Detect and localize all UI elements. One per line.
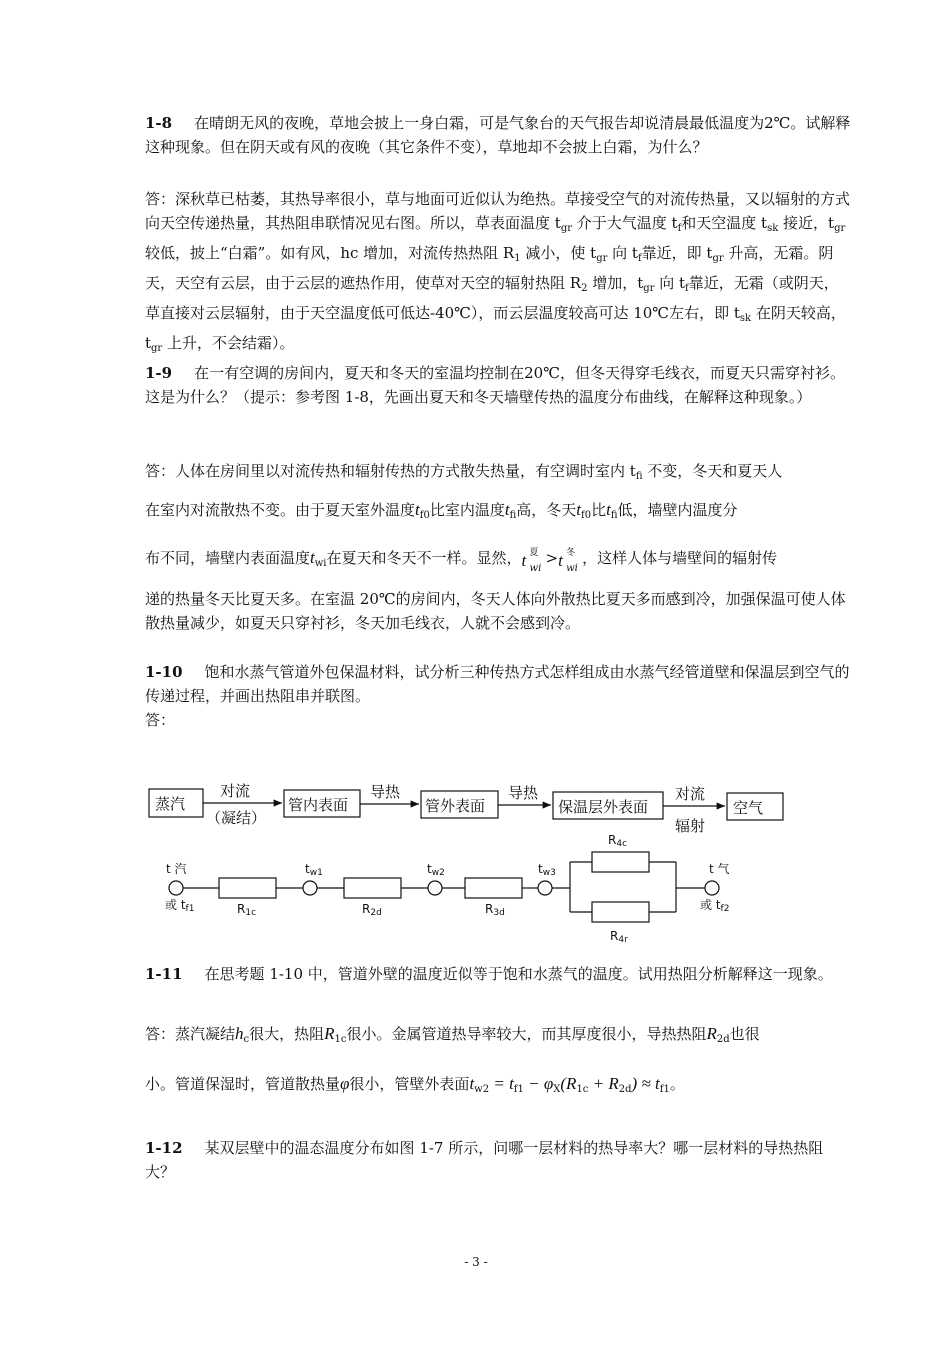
svg-text:R4c: R4c [608, 833, 628, 849]
svg-text:R4r: R4r [610, 929, 628, 945]
answer-1-9-line-4: 递的热量冬天比夏天多。在室温 20℃的房间内，冬天人体向外散热比夏天多而感到冷，加强保温可使人体散热量减少，如夏天只穿衬衫，冬天加毛线衣，人就不会感到冷。 [145, 590, 846, 632]
node-tw2 [428, 881, 442, 895]
svg-text:或 tf1: 或 tf1 [165, 898, 195, 914]
svg-text:t 汽: t 汽 [166, 862, 187, 876]
question-1-10: 1-10 饱和水蒸气管道外包保温材料，试分析三种传热方式怎样组成由水蒸气经管道壁和保温层到空气的传递过程，并画出热阻串并联图。 答： [145, 663, 850, 729]
t-wi-winter: t 冬 wi [558, 548, 578, 574]
svg-text:R1c: R1c [237, 902, 257, 918]
resistor-r4c [592, 852, 649, 872]
resistor-r4r [592, 902, 649, 922]
svg-text:对流: 对流 [675, 785, 706, 803]
node-t-air [705, 881, 719, 895]
svg-text:tw3: tw3 [538, 862, 556, 878]
svg-text:导热: 导热 [508, 784, 539, 802]
resistor-r1c [219, 878, 276, 898]
svg-text:（凝结）: （凝结） [206, 809, 267, 827]
svg-text:空气: 空气 [733, 799, 764, 817]
node-tw1 [303, 881, 317, 895]
question-number: 1-8 [145, 114, 173, 132]
t-wi-summer: t 夏 wi [521, 548, 542, 574]
thermal-resistance-diagram [0, 770, 952, 960]
answer-1-8: 答：深秋草已枯萎，其热导率很小，草与地面可近似认为绝热。草接受空气的对流传热量，又以辐射的方式向天空传递热量，其热阻串联情况见右图。所以，草表面温度 $t_{gr}$ 介于大气温度 $t_f$和天空温度 $t_{sk}$ 接近，$t_{gr}$ 较低，披上“白霜”。如有风，hc 增加，对流传热热阻 $R_1$ 减小，使 $t_{gr}$ 向 $t_f$靠近，即 $t_{gr}$ 升高，无霜。阴天，天空有云层，由于云层的遮热作用，使草对天空的辐射热阻 $R_2$ 增加，$t_{gr}$ 向 $t_f$靠近，无霜（或阴天，草直接对云层辐射，由于天空温度低可低达-40℃），而云层温度较高可达 10℃左右，即 $t_{sk}$ 在阴天较高，$t_{gr}$ 上升，不会结霜）。 [145, 190, 851, 354]
answer-1-9-line-3: 布不同，墙壁内表面温度$t_{wi}$在夏天和冬天不一样。显然， t 夏 wi > t 冬 wi ，这样人体与墙壁间的辐射传 [145, 548, 778, 574]
svg-text:保温层外表面: 保温层外表面 [558, 798, 649, 816]
answer-1-11-line-1: 答：蒸汽凝结$h_c$很大，热阻$R_{1c}$很小。金属管道热导率较大，而其厚度很小，导热热阻$R_{2d}$也很 [145, 1024, 760, 1045]
svg-text:管内表面: 管内表面 [288, 796, 349, 814]
resistor-r3d [465, 878, 522, 898]
answer-1-9-line-2: 在室内对流散热不变。由于夏天室外温度$t_{f0}$比室内温度$t_{fi}$高，冬天$t_{f0}$比$t_{fi}$低，墙壁内温度分 [145, 500, 738, 521]
svg-text:tw1: tw1 [305, 862, 323, 878]
svg-text:t 气: t 气 [709, 862, 730, 876]
svg-text:导热: 导热 [370, 783, 401, 801]
question-1-9: 1-9 在一有空调的房间内，夏天和冬天的室温均控制在20℃，但冬天得穿毛线衣，而夏天只需穿衬衫。这是为什么？（提示：参考图 1-8，先画出夏天和冬天墙壁传热的温度分布曲线，在解释这种现象。） [145, 364, 845, 406]
question-1-12: 1-12 某双层壁中的温态温度分布如图 1-7 所示，问哪一层材料的热导率大？哪一层材料的导热热阻大？ [145, 1139, 824, 1181]
question-1-8 [145, 111, 853, 159]
svg-text:对流: 对流 [220, 782, 251, 800]
svg-text:R3d: R3d [485, 902, 505, 918]
svg-text:R2d: R2d [362, 902, 382, 918]
svg-text:或 tf2: 或 tf2 [700, 898, 730, 914]
svg-text:tw2: tw2 [427, 862, 445, 878]
resistor-r2d [344, 878, 401, 898]
question-1-11: 1-11 在思考题 1-10 中，管道外壁的温度近似等于饱和水蒸气的温度。试用热阻分析解释这一现象。 [145, 965, 833, 983]
svg-text:辐射: 辐射 [675, 817, 706, 835]
answer-1-9-line-1: 答：人体在房间里以对流传热和辐射传热的方式散失热量，有空调时室内 $t_{fi}$ 不变，冬天和夏天人 [145, 462, 783, 482]
svg-text:管外表面: 管外表面 [425, 797, 486, 815]
question-text: 在晴朗无风的夜晚，草地会披上一身白霜，可是气象台的天气报告却说清晨最低温度为2℃。试解释这种现象。但在阴天或有风的夜晚（其它条件不变），草地却不会披上白霜，为什么？ [145, 114, 851, 156]
svg-text:蒸汽: 蒸汽 [155, 795, 186, 813]
answer-1-11-line-2: 小。管道保湿时，管道散热量φ很小，管壁外表面$t_{w2} = t_{f1} - \varphi_X(R_{1c} + R_{2d}) \approx t_{f1}$。 [145, 1074, 685, 1095]
node-t-steam [169, 881, 183, 895]
node-tw3 [538, 881, 552, 895]
page-number: - 3 - [464, 1255, 488, 1269]
